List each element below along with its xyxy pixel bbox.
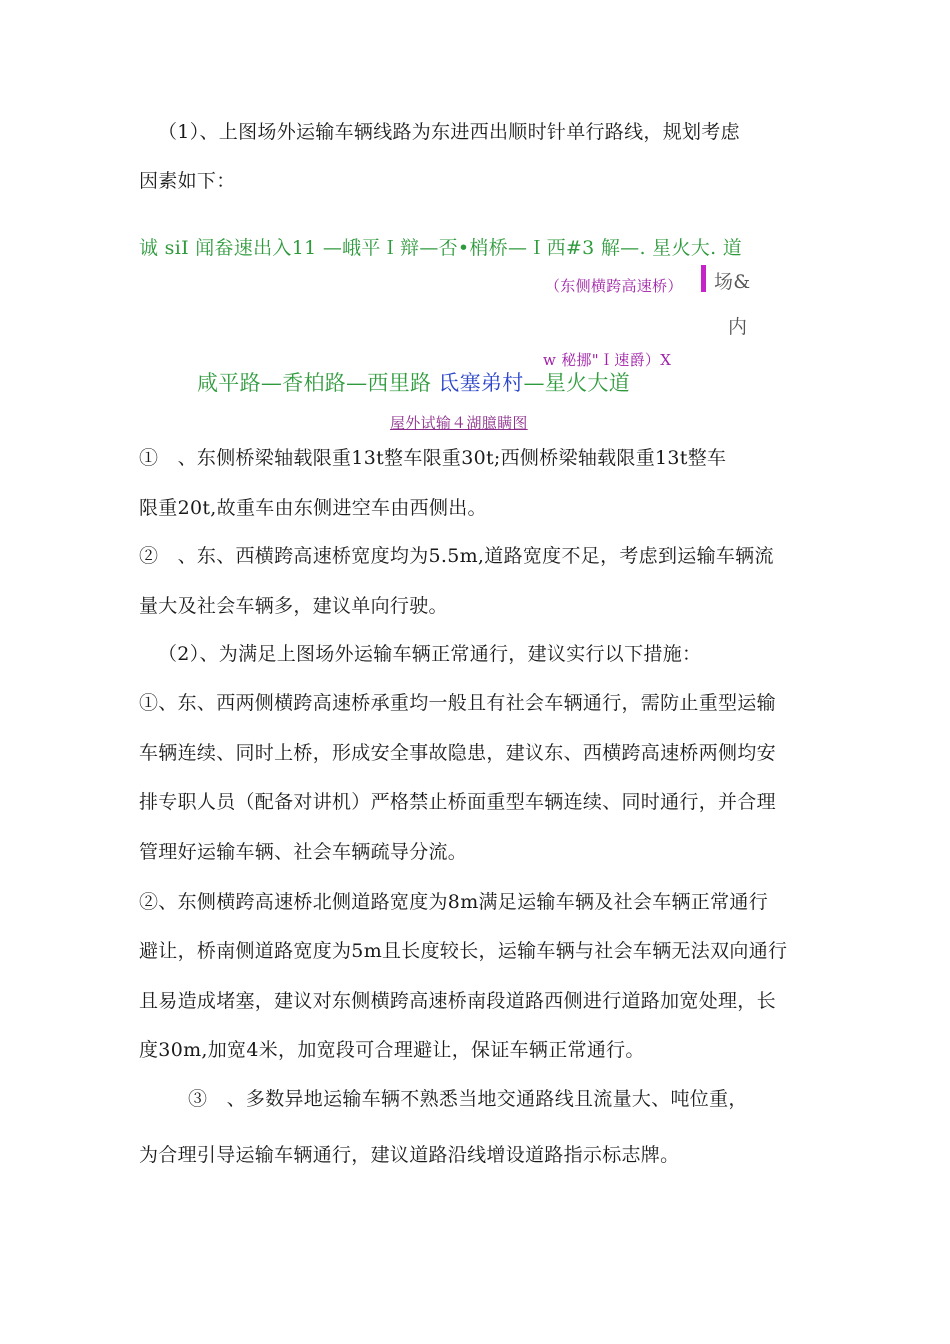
factor-item-1-line-1: ① 、东侧桥梁轴载限重13t整车限重30t;西侧桥梁轴载限重13t整车 bbox=[139, 447, 727, 469]
measure-line-6: 避让，桥南侧道路宽度为5m且长度较长，运输车辆与社会车辆无法双向通行 bbox=[139, 940, 788, 962]
measure-line-10: 为合理引导运输车辆通行，建议道路沿线增设道路指示标志牌。 bbox=[139, 1144, 680, 1166]
measure-line-2: 车辆连续、同时上桥，形成安全事故隐患，建议东、西横跨高速桥两侧均安 bbox=[139, 742, 776, 764]
measure-line-4: 管理好运输车辆、社会车辆疏导分流。 bbox=[139, 841, 468, 863]
site-label-a: 场& bbox=[714, 271, 751, 293]
measure-line-3: 排专职人员（配备对讲机）严格禁止桥面重型车辆连续、同时通行，并合理 bbox=[139, 791, 776, 813]
factor-item-2-line-2: 量大及社会车辆多，建议单向行驶。 bbox=[139, 595, 448, 617]
paragraph-1-line-1: （1）、上图场外运输车辆线路为东进西出顺时针单行路线，规划考虑 bbox=[158, 121, 740, 143]
measure-line-9: ③ 、多数异地运输车辆不熟悉当地交通路线且流量大、吨位重， bbox=[188, 1088, 748, 1110]
west-bridge-label: w 秘挪"Ｉ速爵）X bbox=[543, 351, 672, 369]
measure-line-8: 度30m,加宽4米，加宽段可合理避让，保证车辆正常通行。 bbox=[139, 1039, 645, 1061]
factor-item-2-line-1: ② 、东、西横跨高速桥宽度均为5.5m,道路宽度不足，考虑到运输车辆流 bbox=[139, 545, 774, 567]
paragraph-1-line-2: 因素如下： bbox=[139, 170, 236, 192]
route-line bbox=[197, 371, 630, 395]
east-bridge-label: （东侧横跨高速桥） bbox=[545, 277, 683, 295]
route-segment-3: —星火大道 bbox=[523, 371, 630, 395]
factor-item-1-line-2: 限重20t,故重车由东侧进空车由西侧出。 bbox=[139, 497, 487, 519]
diagram-caption: 屋外试输４湖臆瞒图 bbox=[390, 414, 528, 432]
measure-line-5: ②、东侧横跨高速桥北侧道路宽度为8m满足运输车辆及社会车辆正常通行 bbox=[139, 891, 769, 913]
diagram-row-1: 诚 siI 闻畚速出入11 —峨平Ｉ辩—否•梢桥—Ｉ西#3 解—. 星火大. 道 bbox=[139, 237, 743, 259]
route-segment-2: 氐塞弟村 bbox=[438, 371, 524, 395]
measure-line-7: 且易造成堵塞，建议对东侧横跨高速桥南段道路西侧进行道路加宽处理，长 bbox=[139, 990, 776, 1012]
diagram-marker-bar bbox=[701, 265, 706, 292]
measure-line-1: ①、东、西两侧横跨高速桥承重均一般且有社会车辆通行，需防止重型运输 bbox=[139, 692, 776, 714]
site-label-b: 内 bbox=[728, 316, 748, 338]
route-segment-1: 咸平路—香柏路—西里路 bbox=[197, 371, 432, 395]
paragraph-2: （2）、为满足上图场外运输车辆正常通行，建议实行以下措施： bbox=[158, 643, 702, 665]
